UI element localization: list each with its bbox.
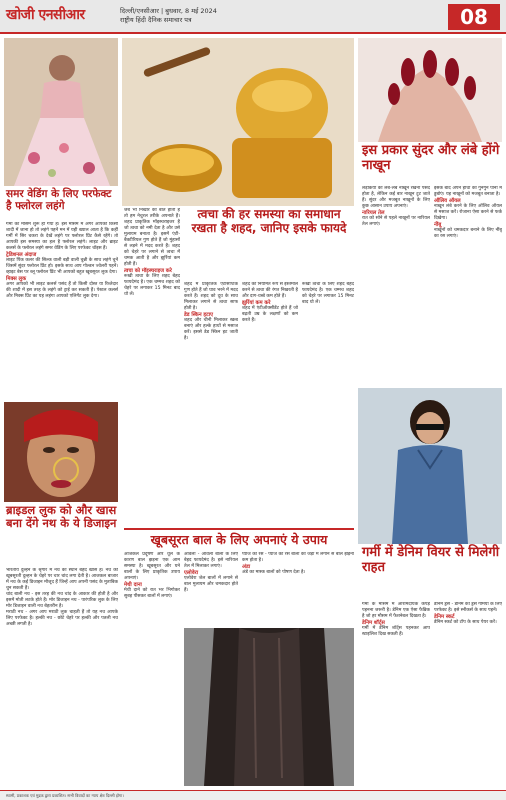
nath-headline: ब्राइडल लुक को और खास बना देंगे नथ के ये डिजाइन bbox=[6, 503, 117, 531]
nails-col2-sub2: नींबू bbox=[434, 222, 442, 228]
denim-photo bbox=[358, 388, 502, 544]
page-number: 08 bbox=[448, 4, 500, 30]
lehenga-photo bbox=[4, 38, 118, 186]
honey-col4-text: रूखी त्वचा के लिए शहद बेहद फायदेमंद है। एक चम्मच शहद को चेहरे पर लगाकर 15 मिनट बाद धो लें। bbox=[302, 282, 354, 305]
hair-col1-text: आजकल प्रदूषण और धूल के कारण बाल झड़ना एक आम समस्या है। खूबसूरत और घने बालों के लिए प्राकृतिक उपाय अपनाएं। bbox=[124, 552, 180, 581]
hair-col3-text: प्याज का रस - प्याज का रस बालों की जड़ों में लगाने से बाल झड़ना कम होता है। bbox=[242, 552, 354, 563]
hair-col-3 bbox=[242, 552, 354, 624]
masthead-info bbox=[120, 7, 380, 25]
lehenga-headline: समर वेडिंग के लिए परफेक्ट है फ्लोरल लहंगे bbox=[6, 188, 112, 213]
honey-col-3 bbox=[242, 282, 298, 524]
denim-col-2 bbox=[434, 602, 502, 786]
nails-col1-more: रात को सोने से पहले नाखूनों पर नारियल तेल लगाएं। bbox=[362, 216, 430, 227]
nails-col1-sub: नारियल तेल bbox=[362, 210, 385, 216]
denim-col2-sub: डेनिम स्कर्ट bbox=[434, 614, 455, 620]
lehenga-body bbox=[6, 222, 118, 400]
honey-col-1 bbox=[124, 208, 180, 524]
honey-photo bbox=[122, 38, 354, 206]
nails-col2-more: नाखून लंबे करने के लिए ऑलिव ऑयल से मसाज करें। रोजाना ऐसा करने से फर्क दिखेगा। bbox=[434, 204, 502, 221]
honey-col3-text: शहद को नियमित रूप से इस्तेमाल करने से त्वचा की रंगत निखरती है और दाग-धब्बे कम होते हैं। bbox=[242, 282, 298, 299]
nails-col-2 bbox=[434, 186, 502, 386]
lehenga-para-1: लाइट पिंक कलर की सिल्क वाली बड़ी वाली चुन्नी के साथ लहंगे चुनें जिसमें सुंदर फ्लोरल प्रिंट हो। इसके साथ आप गोल्डन ज्वेलरी पहनें। व्हाइट बेस पर ब्लू फ्लोरल प्रिंट भी आपको बहुत खूबसूरत लुक देगा। bbox=[6, 258, 118, 275]
lehenga-para-2: अगर आपको भी लाइट कलर्स पसंद हैं तो किसी दोस्त या रिश्तेदार की शादी में इस तरह के लहंगे को ट्राई कर सकती हैं। पेस्टल कलर्स और मिक्स प्रिंट का यह लहंगा आपको एलिगेंट लुक देगा। bbox=[6, 282, 118, 299]
denim-col2-text: डेनिम ड्रेस - डेनिम की ड्रेस गर्मियों के लिए परफेक्ट है। इसे स्नीकर्स के साथ पहनें। bbox=[434, 602, 502, 613]
footer-imprint: स्वामी, प्रकाशक एवं मुद्रक द्वारा प्रकाशित। सभी विवादों का न्याय क्षेत्र दिल्ली होगा। bbox=[0, 790, 506, 800]
masthead-date: दिल्ली/एनसीआर | बुधवार, 8 मई 2024 bbox=[120, 7, 217, 15]
nath-para-1: भारतीय दुल्हन के श्रृंगार में नथ का स्थान बेहद खास है। नथ की खूबसूरती दुल्हन के चेहरे पर चार चांद लगा देती है। आजकल बाजार में नथ के कई डिजाइन मौजूद हैं जिन्हें आप अपनी पसंद के मुताबिक चुन सकती हैं। bbox=[6, 568, 118, 591]
honey-col2-more: शहद और चीनी मिलाकर स्क्रब बनाएं और हल्के हाथों से मसाज करें। इससे डेड स्किन हट जाती है। bbox=[184, 318, 238, 341]
honey-col2-sub: डेड स्किन हटाए bbox=[184, 312, 213, 318]
hair-col3-more: अंडे का मास्क बालों को पोषण देता है। bbox=[242, 570, 306, 575]
denim-col1-sub: डेनिम शॉर्ट्स bbox=[362, 620, 385, 626]
honey-col-2 bbox=[184, 282, 238, 524]
honey-col3-sub: झुर्रियां कम करे bbox=[242, 300, 271, 306]
newspaper-logo: खोजी एनसीआर bbox=[6, 7, 85, 23]
denim-col2-more: डेनिम स्कर्ट को टॉप के साथ पेयर करें। bbox=[434, 620, 497, 625]
honey-col1-more: रूखी त्वचा के लिए शहद बेहद फायदेमंद है। एक चम्मच शहद को चेहरे पर लगाकर 15 मिनट बाद धो लें। bbox=[124, 274, 180, 297]
hair-col1-more: मेथी दाने को रात भर भिगोकर सुबह पीसकर बालों में लगाएं। bbox=[124, 588, 180, 599]
hair-col2-sub: एलोवेरा bbox=[184, 570, 199, 576]
lehenga-sub-traditional: ट्रेडिशनल अंदाज bbox=[6, 252, 37, 258]
lehenga-intro: गर्मी का मौसम शुरू हो गया है। इस मौसम में अगर आपको किसी शादी में जाना हो तो लहंगे पहनें मन में यही ख्याल आता है कि कहीं गर्मी में सिर चकरा के देखें लहंगे पर फ्लोरल प्रिंट कैसे रहेंगे। तो आपकी इस समस्या का हल है फ्लोरल लहंगे। लाइट और ब्राइट कलर्स के फ्लोरल लहंगे समर वेडिंग के लिए परफेक्ट चॉइस हैं। bbox=[6, 222, 118, 251]
denim-col1-text: गर्मी के मौसम में आरामदायक कपड़े पहनना जरूरी है। डेनिम एक ऐसा फैब्रिक है जो हर मौसम में फैशनेबल दिखता है। bbox=[362, 602, 430, 619]
hair-photo bbox=[184, 628, 354, 786]
hair-col1-sub: मेथी दाना bbox=[124, 582, 142, 588]
honey-headline: त्वचा की हर समस्या का समाधान रखता है शहद, जानिए इसके फायदे bbox=[191, 207, 347, 235]
nails-headline: इस प्रकार सुंदर और लंबे होंगे नाखून bbox=[362, 143, 500, 173]
masthead-subline: राष्ट्रीय हिंदी दैनिक समाचार पत्र bbox=[120, 16, 192, 24]
hair-col2-text: आंवला - आंवला बालों के लिए बेहद फायदेमंद है। इसे नारियल तेल में मिलाकर लगाएं। bbox=[184, 552, 238, 569]
nath-para-3: मराठी नथ - अगर आप मराठी लुक चाहती हैं तो यह नथ आपके लिए परफेक्ट है। हल्की नथ - छोटे चेहरे पर हल्की और पतली नथ अच्छी लगती है। bbox=[6, 610, 118, 627]
honey-col1-sub: त्वचा को मॉइस्चराइज करे bbox=[124, 268, 172, 274]
hair-col3-sub: अंडा bbox=[242, 564, 251, 570]
nails-photo bbox=[358, 38, 502, 142]
honey-col1-text: जब भी निखार की बात होती है तो हम नेचुरल तरीके अपनाते हैं। शहद प्राकृतिक मॉइस्चराइजर है जो त्वचा को नमी देता है और उसे मुलायम बनाता है। इसमें एंटी-बैक्टीरियल गुण होते हैं जो मुंहासों से लड़ने में मदद करते हैं। शहद को चेहरे पर लगाने से त्वचा में चमक आती है और झुर्रियां कम होती हैं। bbox=[124, 208, 180, 267]
nath-body bbox=[6, 568, 118, 786]
nails-col2-more2: नाखूनों को चमकदार बनाने के लिए नींबू का रस लगाएं। bbox=[434, 228, 502, 239]
masthead bbox=[0, 0, 506, 34]
honey-col-4 bbox=[302, 282, 354, 524]
nath-para-2: चांद बाली नथ - इस तरह की नथ चांद के आकार की होती है और इसमें मोती लटके होते हैं। मोर डिजाइन नथ - पारंपरिक लुक के लिए मोर डिजाइन वाली नथ बेहतरीन है। bbox=[6, 592, 118, 609]
nails-col2-sub: ऑलिव ऑयल bbox=[434, 198, 461, 204]
nails-col-1 bbox=[362, 186, 430, 386]
hair-col-1 bbox=[124, 552, 180, 786]
denim-headline: गर्मी में डेनिम वियर से मिलेगी राहत bbox=[362, 545, 500, 575]
lehenga-sub-mix: मिक्स लुक bbox=[6, 276, 27, 282]
honey-col3-more: शहद में एंटीऑक्सीडेंट होते हैं जो बढ़ती उम्र के लक्षणों को कम करते हैं। bbox=[242, 306, 298, 323]
denim-col-1 bbox=[362, 602, 430, 786]
bridal-nath-photo bbox=[4, 402, 118, 502]
honey-col2-text: शहद में प्राकृतिक एंटीसेप्टिक गुण होते हैं जो घाव भरने में मदद करते हैं। शहद को दूध के साथ मिलाकर लगाने से त्वचा साफ होती है। bbox=[184, 282, 238, 311]
denim-col1-more: गर्मी में डेनिम शॉर्ट्स पहनकर आप स्टाइलिश दिख सकती हैं। bbox=[362, 626, 430, 637]
hair-col2-more: एलोवेरा जेल बालों में लगाने से बाल मुलायम और चमकदार होते हैं। bbox=[184, 576, 238, 593]
nails-col2-text: इसके बाद अपने हाथों को गुनगुने पानी में डुबोएं। यह नाखूनों को मजबूत बनाता है। bbox=[434, 186, 502, 197]
hair-headline: खूबसूरत बाल के लिए अपनाएं ये उपाय bbox=[124, 528, 354, 547]
nails-col1-text: लड़कियों को लंबे-लंबे नाखून रखना पसंद होता है, लेकिन कई बार नाखून टूट जाते हैं। सुंदर और मजबूत नाखूनों के लिए कुछ आसान उपाय अपनाएं। bbox=[362, 186, 430, 209]
